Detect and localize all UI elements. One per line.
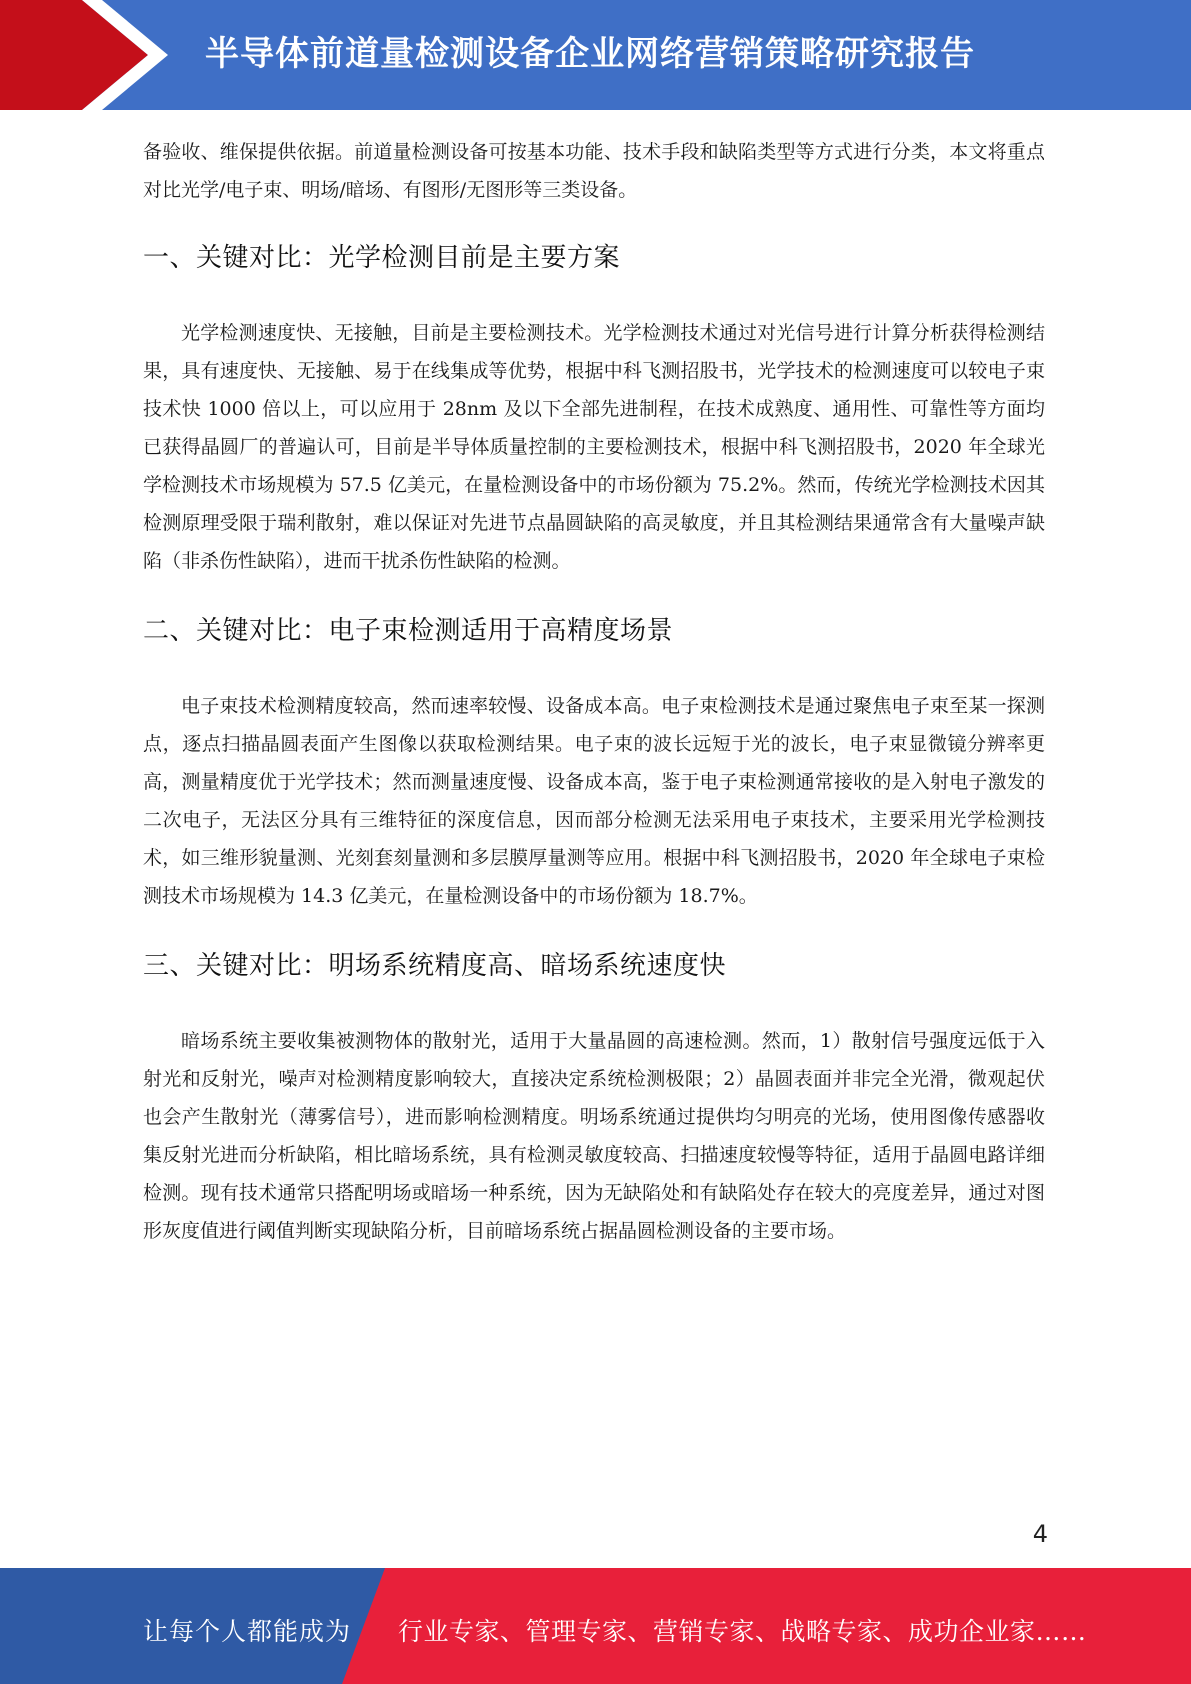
page-number: 4 (1032, 1520, 1048, 1548)
section-paragraph: 电子束技术检测精度较高，然而速率较慢、设备成本高。电子束检测技术是通过聚焦电子束至某一探测点，逐点扫描晶圆表面产生图像以获取检测结果。电子束的波长远短于光的波长，电子束显微镜分辨率更高，测量精度优于光学技术；然而测量速度慢、设备成本高，鉴于电子束检测通常接收的是入射电子激发的二次电子，无法区分具有三维特征的深度信息，因而部分检测无法采用电子束技术，主要采用光学检测技术，如三维形貌量测、光刻套刻量测和多层膜厚量测等应用。根据中科飞测招股书，2020 年全球电子束检测技术市场规模为 14.3 亿美元，在量检测设备中的市场份额为 18.7%。 (143, 695, 1045, 907)
section-electron-beam (143, 610, 1045, 915)
section-heading: 二、关键对比：电子束检测适用于高精度场景 (143, 616, 674, 646)
section-heading: 一、关键对比：光学检测目前是主要方案 (143, 243, 621, 273)
section-paragraph: 光学检测速度快、无接触，目前是主要检测技术。光学检测技术通过对光信号进行计算分析获得检测结果，具有速度快、无接触、易于在线集成等优势，根据中科飞测招股书，光学技术的检测速度可以较电子束技术快 1000 倍以上，可以应用于 28nm 及以下全部先进制程，在技术成熟度、通用性、可靠性等方面均已获得晶圆厂的普遍认可，目前是半导体质量控制的主要检测技术，根据中科飞测招股书，2020 年全球光学检测技术市场规模为 57.5 亿美元，在量检测设备中的市场份额为 75.2%。然而，传统光学检测技术因其检测原理受限于瑞利散射，难以保证对先进节点晶圆缺陷的高灵敏度，并且其检测结果通常含有大量噪声缺陷（非杀伤性缺陷），进而干扰杀伤性缺陷的检测。 (143, 322, 1045, 572)
page-footer (0, 1568, 1191, 1684)
footer-slogan-left: 让每个人都能成为 (143, 1617, 352, 1646)
footer-slogan-right: 行业专家、管理专家、营销专家、战略专家、成功企业家…… (398, 1617, 1087, 1646)
page-content (143, 133, 1045, 1280)
intro-paragraph: 备验收、维保提供依据。前道量检测设备可按基本功能、技术手段和缺陷类型等方式进行分类，本文将重点对比光学/电子束、明场/暗场、有图形/无图形等三类设备。 (143, 141, 1045, 201)
section-bright-dark-field (143, 945, 1045, 1250)
section-heading: 三、关键对比：明场系统精度高、暗场系统速度快 (143, 951, 727, 981)
page-header (0, 0, 1191, 110)
header-red-arrow (0, 0, 148, 110)
section-optical (143, 237, 1045, 580)
report-title: 半导体前道量检测设备企业网络营销策略研究报告 (205, 34, 975, 74)
section-paragraph: 暗场系统主要收集被测物体的散射光，适用于大量晶圆的高速检测。然而，1）散射信号强度远低于入射光和反射光，噪声对检测精度影响较大，直接决定系统检测极限；2）晶圆表面并非完全光滑，微观起伏也会产生散射光（薄雾信号），进而影响检测精度。明场系统通过提供均匀明亮的光场，使用图像传感器收集反射光进而分析缺陷，相比暗场系统，具有检测灵敏度较高、扫描速度较慢等特征，适用于晶圆电路详细检测。现有技术通常只搭配明场或暗场一种系统，因为无缺陷处和有缺陷处存在较大的亮度差异，通过对图形灰度值进行阈值判断实现缺陷分析，目前暗场系统占据晶圆检测设备的主要市场。 (143, 1030, 1045, 1242)
